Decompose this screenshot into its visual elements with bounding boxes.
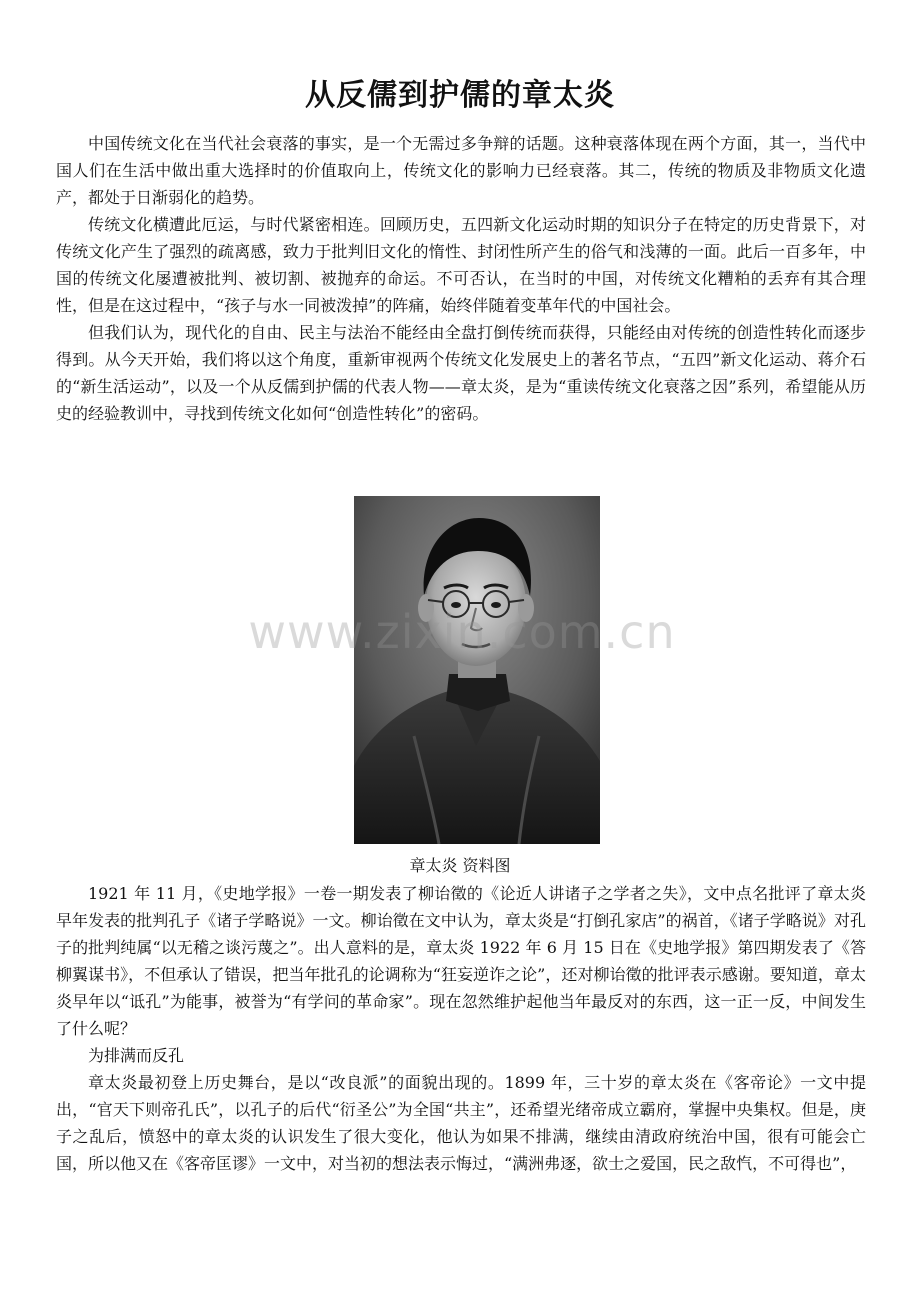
body-section <box>56 880 866 1177</box>
section-heading: 为排满而反孔 <box>88 1046 185 1065</box>
paragraph: 中国传统文化在当代社会衰落的事实，是一个无需过多争辩的话题。这种衰落体现在两个方面，其一，当代中国人们在生活中做出重大选择时的价值取向上，传统文化的影响力已经衰落。其二，传统的物质及非物质文化遗产，都处于日渐弱化的趋势。 <box>56 134 866 207</box>
paragraph: 传统文化横遭此厄运，与时代紧密相连。回顾历史，五四新文化运动时期的知识分子在特定的历史背景下，对传统文化产生了强烈的疏离感，致力于批判旧文化的惰性、封闭性所产生的俗气和浅薄的一面。此后一百多年，中国的传统文化屡遭被批判、被切割、被抛弃的命运。不可否认，在当时的中国，对传统文化糟粕的丢弃有其合理性，但是在这过程中，“孩子与水一同被泼掉”的阵痛，始终伴随着变革年代的中国社会。 <box>56 215 866 315</box>
paragraph: 1921 年 11 月，《史地学报》一卷一期发表了柳诒徵的《论近人讲诸子之学者之失》，文中点名批评了章太炎早年发表的批判孔子《诸子学略说》一文。柳诒徵在文中认为，章太炎是“打倒孔家店”的祸首，《诸子学略说》对孔子的批判纯属“以无稽之谈污蔑之”。出人意料的是，章太炎 1922 年 6 月 15 日在《史地学报》第四期发表了《答柳翼谋书》，不但承认了错误，把当年批孔的论调称为“狂妄逆诈之论”，还对柳诒徵的批评表示感谢。要知道，章太炎早年以“诋孔”为能事，被誉为“有学问的革命家”。现在忽然维护起他当年最反对的东西，这一正一反，中间发生了什么呢？ <box>56 884 866 1038</box>
paragraph: 章太炎最初登上历史舞台，是以“改良派”的面貌出现的。1899 年，三十岁的章太炎在《客帝论》一文中提出，“官天下则帝孔氏”，以孔子的后代“衍圣公”为全国“共主”，还希望光绪帝成立霸府，掌握中央集权。但是，庚子之乱后，愤怒中的章太炎的认识发生了很大变化，他认为如果不排满，继续由清政府统治中国，很有可能会亡国，所以他又在《客帝匡谬》一文中，对当初的想法表示悔过，“满洲弗逐，欲士之爱国，民之敌忾，不可得也”， <box>56 1073 866 1173</box>
photo-caption: 章太炎 资料图 <box>409 856 511 875</box>
article-title: 从反儒到护儒的章太炎 <box>305 78 615 113</box>
portrait-image <box>354 496 600 844</box>
intro-section <box>56 130 866 427</box>
paragraph: 但我们认为，现代化的自由、民主与法治不能经由全盘打倒传统而获得，只能经由对传统的创造性转化而逐步得到。从今天开始，我们将以这个角度，重新审视两个传统文化发展史上的著名节点，“五四”新文化运动、蒋介石的“新生活运动”，以及一个从反儒到护儒的代表人物——章太炎，是为“重读传统文化衰落之因”系列，希望能从历史的经验教训中，寻找到传统文化如何“创造性转化”的密码。 <box>56 323 866 423</box>
portrait-photo <box>354 496 600 844</box>
watermark-text: www.zixin.com.cn <box>248 605 676 659</box>
